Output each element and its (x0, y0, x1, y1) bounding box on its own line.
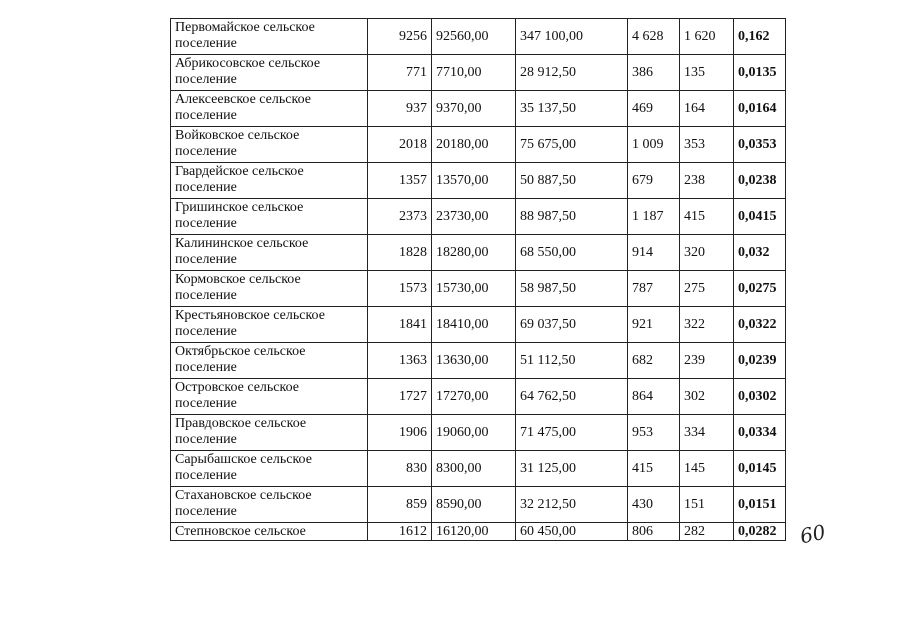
table-row (171, 415, 786, 451)
settlement-name-cell: Первомайское сельское поселение (171, 19, 368, 55)
value-b-cell: 275 (680, 271, 734, 307)
total-cell: 35 137,50 (516, 91, 628, 127)
amount-cell: 23730,00 (432, 199, 516, 235)
settlement-name-cell: Степновское сельское (171, 523, 368, 541)
population-cell: 1841 (368, 307, 432, 343)
total-cell: 60 450,00 (516, 523, 628, 541)
coefficient-cell: 0,0164 (734, 91, 786, 127)
coefficient-cell: 0,0334 (734, 415, 786, 451)
table-row (171, 163, 786, 199)
settlement-name-cell: Стахановское сельское поселение (171, 487, 368, 523)
coefficient-cell: 0,032 (734, 235, 786, 271)
table-row (171, 379, 786, 415)
value-b-cell: 353 (680, 127, 734, 163)
settlements-table (170, 18, 786, 541)
amount-cell: 17270,00 (432, 379, 516, 415)
value-a-cell: 914 (628, 235, 680, 271)
settlement-name-cell: Гришинское сельское поселение (171, 199, 368, 235)
amount-cell: 8590,00 (432, 487, 516, 523)
population-cell: 830 (368, 451, 432, 487)
amount-cell: 13630,00 (432, 343, 516, 379)
population-cell: 859 (368, 487, 432, 523)
table-row (171, 199, 786, 235)
total-cell: 347 100,00 (516, 19, 628, 55)
table-row (171, 19, 786, 55)
coefficient-cell: 0,0151 (734, 487, 786, 523)
value-b-cell: 239 (680, 343, 734, 379)
total-cell: 88 987,50 (516, 199, 628, 235)
total-cell: 31 125,00 (516, 451, 628, 487)
settlement-name-cell: Островское сельское поселение (171, 379, 368, 415)
coefficient-cell: 0,0275 (734, 271, 786, 307)
total-cell: 58 987,50 (516, 271, 628, 307)
table-row (171, 451, 786, 487)
table-row (171, 523, 786, 541)
value-a-cell: 787 (628, 271, 680, 307)
value-b-cell: 145 (680, 451, 734, 487)
amount-cell: 7710,00 (432, 55, 516, 91)
value-a-cell: 921 (628, 307, 680, 343)
amount-cell: 18280,00 (432, 235, 516, 271)
value-a-cell: 430 (628, 487, 680, 523)
total-cell: 71 475,00 (516, 415, 628, 451)
population-cell: 1906 (368, 415, 432, 451)
total-cell: 75 675,00 (516, 127, 628, 163)
table-body (171, 19, 786, 541)
table-row (171, 235, 786, 271)
value-b-cell: 415 (680, 199, 734, 235)
amount-cell: 19060,00 (432, 415, 516, 451)
population-cell: 2018 (368, 127, 432, 163)
coefficient-cell: 0,0145 (734, 451, 786, 487)
value-a-cell: 469 (628, 91, 680, 127)
amount-cell: 9370,00 (432, 91, 516, 127)
coefficient-cell: 0,0302 (734, 379, 786, 415)
amount-cell: 8300,00 (432, 451, 516, 487)
total-cell: 50 887,50 (516, 163, 628, 199)
settlement-name-cell: Октябрьское сельское поселение (171, 343, 368, 379)
settlement-name-cell: Абрикосовское сельское поселение (171, 55, 368, 91)
amount-cell: 20180,00 (432, 127, 516, 163)
settlement-name-cell: Алексеевское сельское поселение (171, 91, 368, 127)
settlement-name-cell: Войковское сельское поселение (171, 127, 368, 163)
settlement-name-cell: Кормовское сельское поселение (171, 271, 368, 307)
coefficient-cell: 0,0353 (734, 127, 786, 163)
table-row (171, 91, 786, 127)
amount-cell: 92560,00 (432, 19, 516, 55)
amount-cell: 13570,00 (432, 163, 516, 199)
amount-cell: 18410,00 (432, 307, 516, 343)
settlement-name-cell: Гвардейское сельское поселение (171, 163, 368, 199)
coefficient-cell: 0,0238 (734, 163, 786, 199)
settlement-name-cell: Крестьяновское сельское поселение (171, 307, 368, 343)
value-b-cell: 322 (680, 307, 734, 343)
table-row (171, 55, 786, 91)
table-row (171, 343, 786, 379)
total-cell: 69 037,50 (516, 307, 628, 343)
coefficient-cell: 0,0322 (734, 307, 786, 343)
value-a-cell: 4 628 (628, 19, 680, 55)
value-a-cell: 1 009 (628, 127, 680, 163)
coefficient-cell: 0,162 (734, 19, 786, 55)
population-cell: 1573 (368, 271, 432, 307)
value-a-cell: 806 (628, 523, 680, 541)
total-cell: 68 550,00 (516, 235, 628, 271)
value-a-cell: 386 (628, 55, 680, 91)
population-cell: 1363 (368, 343, 432, 379)
coefficient-cell: 0,0135 (734, 55, 786, 91)
value-b-cell: 1 620 (680, 19, 734, 55)
value-b-cell: 135 (680, 55, 734, 91)
population-cell: 1357 (368, 163, 432, 199)
value-a-cell: 864 (628, 379, 680, 415)
value-a-cell: 415 (628, 451, 680, 487)
value-b-cell: 238 (680, 163, 734, 199)
coefficient-cell: 0,0239 (734, 343, 786, 379)
amount-cell: 15730,00 (432, 271, 516, 307)
amount-cell: 16120,00 (432, 523, 516, 541)
page-number-handwritten: 60 (797, 519, 828, 549)
value-b-cell: 151 (680, 487, 734, 523)
population-cell: 771 (368, 55, 432, 91)
value-a-cell: 953 (628, 415, 680, 451)
value-a-cell: 682 (628, 343, 680, 379)
total-cell: 32 212,50 (516, 487, 628, 523)
settlement-name-cell: Калининское сельское поселение (171, 235, 368, 271)
total-cell: 64 762,50 (516, 379, 628, 415)
value-a-cell: 1 187 (628, 199, 680, 235)
population-cell: 1612 (368, 523, 432, 541)
total-cell: 51 112,50 (516, 343, 628, 379)
table-row (171, 127, 786, 163)
settlement-name-cell: Сарыбашское сельское поселение (171, 451, 368, 487)
table-row (171, 307, 786, 343)
value-b-cell: 320 (680, 235, 734, 271)
value-a-cell: 679 (628, 163, 680, 199)
value-b-cell: 164 (680, 91, 734, 127)
population-cell: 9256 (368, 19, 432, 55)
population-cell: 1727 (368, 379, 432, 415)
population-cell: 937 (368, 91, 432, 127)
table-row (171, 487, 786, 523)
population-cell: 1828 (368, 235, 432, 271)
value-b-cell: 282 (680, 523, 734, 541)
value-b-cell: 334 (680, 415, 734, 451)
total-cell: 28 912,50 (516, 55, 628, 91)
coefficient-cell: 0,0282 (734, 523, 786, 541)
coefficient-cell: 0,0415 (734, 199, 786, 235)
settlement-name-cell: Правдовское сельское поселение (171, 415, 368, 451)
population-cell: 2373 (368, 199, 432, 235)
table-row (171, 271, 786, 307)
value-b-cell: 302 (680, 379, 734, 415)
